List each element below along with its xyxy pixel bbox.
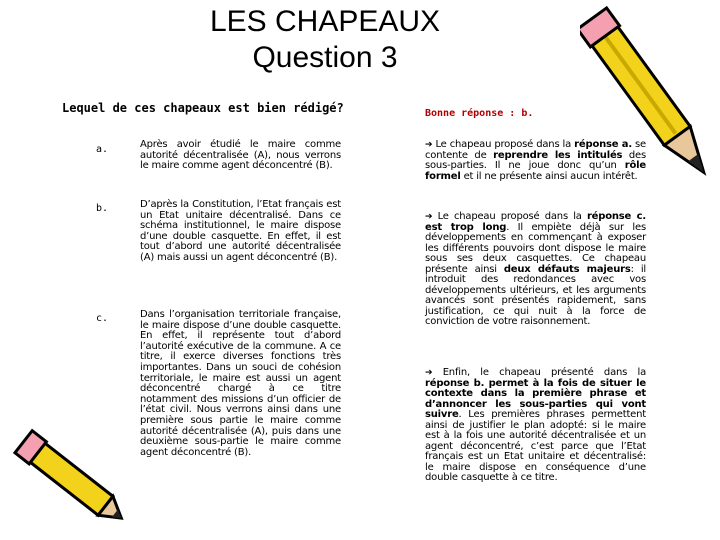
arrow-right-icon: ➔ [425,212,433,222]
pencil-icon [580,0,720,205]
explanation-b-text-2: . Les premières phrases permettent ainsi de justifier le plan adopté: si le maire est à la fois une autorité décentralisée et un agent déconcentré, c’est parce que l’Etat français est un Etat unitaire et décentralisé: le maire dispose en conséquence d’une double casquette à ce titre. [425,409,646,483]
arrow-right-icon: ➔ [425,368,433,378]
explanation-a-text-3: des sous-parties. Il ne joue donc qu’un [425,149,647,171]
explanation-a-text-1: Le chapeau proposé dans la [435,139,575,150]
explanation-c-text-1: Le chapeau proposé dans la [437,211,587,222]
option-b-text: D’après la Constitution, l’Etat français est un Etat unitaire décentralisé. Dans ce schéma institutionnel, le maire dispose d’une double casquette. En effet, il est tout d’abord une autorité décentralisée (A) mais aussi un agent déconcentré (B). [140,199,341,263]
explanation-a-bold-2: reprendre les intitulés [493,149,623,161]
arrow-right-icon: ➔ [425,140,433,150]
explanation-c-text-2: . Il empiète déjà sur les développements en commençant à exposer les différents pouvoirs dont dispose le maire sous ses deux casquettes. Ce chapeau présente ainsi [425,221,646,275]
option-a-text: Après avoir étudié le maire comme autorité décentralisée (A), nous verrons le maire comme agent déconcentré (B). [140,139,341,172]
option-b-letter: b. [96,203,109,214]
explanation-c-bold-2: deux défauts majeurs [503,263,631,275]
explanation-c [425,212,646,328]
title-line-2: Question 3 [252,41,398,74]
question-text: Lequel de ces chapeaux est bien rédigé? [62,101,344,115]
explanation-a-text-4: et il ne présente ainsi aucun intérêt. [460,170,638,182]
explanation-a-text-2: se contente de [425,139,646,161]
explanation-c-text-3: : il introduit des redondances avec vos développements ultérieurs, et les arguments avancés sont présentés rapidement, sans justification, ce qui nuit à la force de conviction de votre raisonnement. [425,263,646,327]
explanation-b-bold-1: réponse b. permet à la fois de situer le contexte dans la première phrase et d’annoncer les sous-parties qui vont suivre [425,377,646,420]
option-c-letter: c. [96,313,109,324]
title-line-1: LES CHAPEAUX [209,5,441,38]
option-a-letter: a. [96,144,109,155]
explanation-b [425,368,646,484]
explanation-c-bold-1: réponse c. est trop long [425,211,646,233]
option-c-text: Dans l’organisation territoriale française, le maire dispose d’une double casquette. En effet, il représente tout d’abord l’autorité exécutive de la commune. A ce titre, il exerce diverses fonctions très importantes. Dans un souci de cohésion territoriale, le maire est aussi un agent déconcentré chargé à ce titre notamment des missions d’un officier de l’état civil. Nous verrons ainsi dans une première sous partie le maire comme autorité décentralisée (A), puis dans une deuxième sous-partie le maire comme agent déconcentré (B). [140,309,341,458]
slide-title [150,4,500,76]
explanation-b-text-1: Enfin, le chapeau présenté dans la [442,367,646,378]
pencil-icon [0,425,135,540]
explanation-a-bold-3: rôle formel [425,160,646,182]
answer-header: Bonne réponse : b. [425,108,534,119]
explanation-a-bold-1: réponse a. [574,139,632,150]
